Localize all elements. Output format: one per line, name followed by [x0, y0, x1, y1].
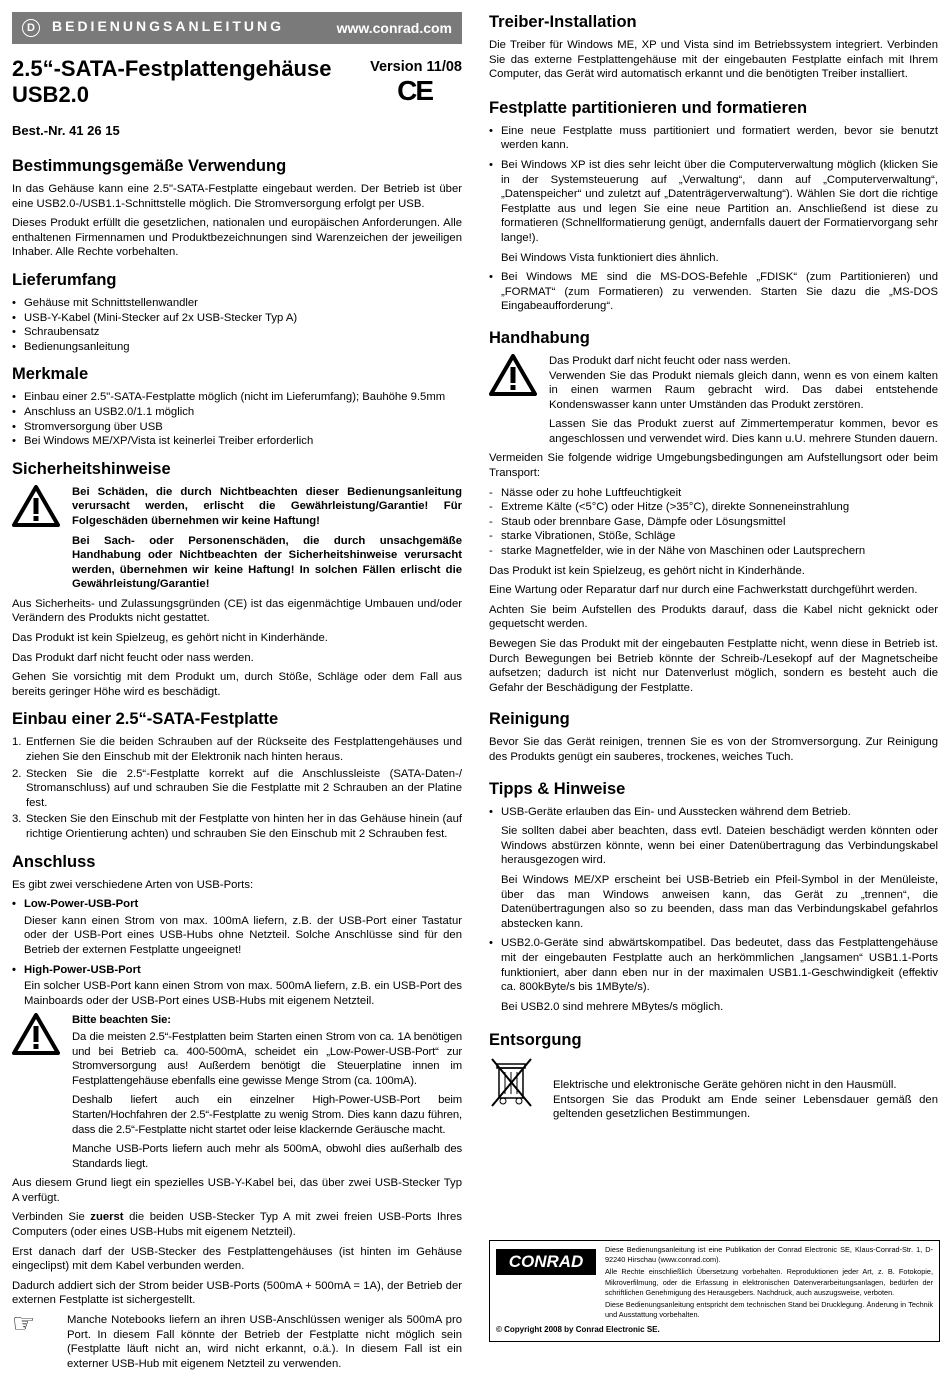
step-item	[12, 767, 462, 811]
language-circle: D	[22, 19, 40, 37]
heading-reinigung: Reinigung	[489, 710, 570, 729]
warning-triangle-icon	[12, 1013, 62, 1176]
handling-warning	[489, 354, 938, 452]
heading-partition: Festplatte partitionieren und formatieren	[489, 98, 808, 117]
list-item: - starke Magnetfelder, wie in der Nähe von Maschinen oder Lautsprechern	[489, 544, 938, 559]
paragraph: Ein solcher USB-Port kann einen Strom von max. 500mA liefern, z.B. ein USB-Port des Mainboards oder der USB-Port eines USB-Hubs mit eigenem Netzteil.	[24, 980, 462, 1007]
list-text: Bei Windows Vista funktioniert dies ähnlich.	[501, 251, 719, 264]
banner-url[interactable]: www.conrad.com	[336, 19, 452, 36]
list-item: • High-Power-USB-Port	[12, 963, 462, 978]
disposal-block	[489, 1056, 938, 1127]
einbau-steps	[12, 735, 462, 841]
text-span: Verbinden Sie	[12, 1211, 91, 1224]
step-item	[12, 812, 462, 841]
list-item	[489, 270, 938, 314]
paragraph: Da die meisten 2.5“-Festplatten beim Starten einen Strom von ca. 1A benötigen und bei Betrieb ca. 400-500mA, scheidet ein „Low-Power-USB-Port“ zur Stromversorgung aus! Außerdem benötigt die Steuerplatine innen im Festplattengehäuse ebenfalls eine gewisse Menge Strom (ca. 100mA).	[72, 1030, 462, 1087]
paragraph: Lassen Sie das Produkt zuerst auf Zimmertemperatur kommen, bevor es angeschlossen und verwendet wird. Dies kann u.U. mehrere Stunden dauern.	[549, 418, 938, 445]
paragraph: Dadurch addiert sich der Strom beider USB-Ports (500mA + 500mA = 1A), der Betrieb der externen Festplatte ist sichergestellt.	[12, 1279, 462, 1307]
list-text: • Eine neue Festplatte muss partitioniert und formatiert werden, bevor sie benutzt werden kann.	[501, 124, 938, 152]
step-number: 3.	[12, 813, 22, 826]
paragraph: Das Produkt darf nicht feucht oder nass werden.	[549, 354, 791, 367]
list-item: • USB-Y-Kabel (Mini-Stecker auf 2x USB-Stecker Typ A)	[12, 311, 462, 326]
copyright: © Copyright 2008 by Conrad Electronic SE.	[496, 1325, 660, 1335]
paragraph: Bewegen Sie das Produkt mit der eingebauten Festplatte nicht, wenn diese in Betrieb ist. Durch Bewegungen bei Betrieb könnte der Schreib-/Lesekopf auf der Magnetscheibe aufsetzen; dadurch ist nicht nur Datenverlust möglich, sondern es besteht auch die Gefahr der Beschädigung der Festplatte.	[489, 638, 938, 694]
paragraph: Dieses Produkt erfüllt die gesetzlichen, nationalen und europäischen Anforderungen. Alle enthaltenen Firmennamen und Produktbezeichnungen sind Warenzeichen der jeweiligen Inhaber. Alle Rechte vorbehalten.	[12, 217, 462, 259]
title-line-1: 2.5“-SATA-Festplattengehäuse	[12, 56, 332, 81]
list-item	[489, 936, 938, 1014]
warning-text: Bei Sach- oder Personenschäden, die durch unsachgemäße Handhabung oder Nichtbeachten der Sicherheitshinweise verursacht werden, übernehmen wir keine Haftung! In solchen Fällen erlischt die Gewährleistung/Garantie!	[72, 534, 462, 591]
list-item: • Einbau einer 2.5"-SATA-Festplatte möglich (nicht im Lieferumfang); Bauhöhe 9.5mm	[12, 390, 462, 405]
title-line-2: USB2.0	[12, 82, 90, 107]
paragraph: Vermeiden Sie folgende widrige Umgebungsbedingungen am Aufstellungsort oder beim Transport:	[489, 452, 938, 480]
text-span: die beiden USB-Stecker Typ A mit zwei freien USB-Ports Ihres Computers (oder eines USB-Hubs mit eigenem Netzteil).	[12, 1211, 462, 1239]
list-item: • Bei Windows ME/XP/Vista ist keinerlei Treiber erforderlich	[12, 434, 462, 449]
paragraph: Eine Wartung oder Reparatur darf nur durch eine Fachwerkstatt durchgeführt werden.	[489, 584, 918, 597]
heading-entsorgung: Entsorgung	[489, 1031, 582, 1050]
heading-treiber: Treiber-Installation	[489, 13, 637, 31]
heading-bestimmung: Bestimmungsgemäße Verwendung	[12, 157, 287, 175]
port-list	[12, 963, 462, 978]
paragraph: Elektrische und elektronische Geräte gehören nicht in den Hausmüll.	[553, 1079, 897, 1092]
paragraph: Achten Sie beim Aufstellen des Produkts darauf, dass die Kabel nicht geknickt oder gequetscht werden.	[489, 603, 938, 631]
list-item	[489, 805, 938, 932]
conrad-logo: CONRAD	[496, 1249, 596, 1275]
list-text: • Bei Windows ME sind die MS-DOS-Befehle „FDISK“ (zum Partitionieren) und „FORMAT“ (zum Formatieren) zu verwenden. Starten Sie dazu die „MS-DOS Eingabeaufforderung“.	[501, 271, 938, 313]
step-text: Stecken Sie die 2.5“-Festplatte korrekt auf die Anschlussleiste (SATA-Daten-/ Stromanschluss) auf und schrauben Sie die Festplatte mit 2 Schrauben an der Platine fest.	[26, 767, 462, 809]
list-text: • USB-Geräte erlauben das Ein- und Ausstecken während dem Betrieb.	[501, 805, 851, 818]
list-item: • Bedienungsanleitung	[12, 340, 462, 355]
title-block	[12, 56, 462, 146]
heading-sicherheit: Sicherheitshinweise	[12, 459, 171, 478]
right-column	[489, 12, 938, 1127]
heading-handhabung: Handhabung	[489, 328, 590, 347]
warning-triangle-icon	[12, 485, 62, 597]
heading-anschluss: Anschluss	[12, 852, 96, 871]
order-number: Best.-Nr. 41 26 15	[12, 123, 120, 138]
paragraph: Manche Notebooks liefern an ihren USB-Anschlüssen weniger als 500mA pro Port. In diesem Fall könnte der Betrieb der Festplatte nicht möglich sein (Festplatte läuft nicht an, wird nicht erkannt, o.ä.). In diesem Fall ist ein externer USB-Hub mit eigenem Netzteil zu verwenden.	[67, 1314, 462, 1370]
crossed-bin-icon	[489, 1056, 539, 1127]
pointing-hand-icon: ☞	[12, 1308, 36, 1339]
imprint-paragraph: Diese Bedienungsanleitung entspricht dem technischen Stand bei Drucklegung. Änderung in Technik und Ausstattung vorbehalten.	[605, 1300, 933, 1320]
list-item: • Stromversorgung über USB	[12, 420, 462, 435]
paragraph: Entsorgen Sie das Produkt am Ende seiner Lebensdauer gemäß den geltenden gesetzlichen Bestimmungen.	[553, 1093, 938, 1121]
paragraph: Das Produkt ist kein Spielzeug, es gehört nicht in Kinderhände.	[489, 564, 805, 577]
heading-lieferumfang: Lieferumfang	[12, 270, 117, 289]
port-list	[12, 897, 462, 912]
imprint-paragraph: Diese Bedienungsanleitung ist eine Publikation der Conrad Electronic SE, Klaus-Conrad-Str. 1, D-92240 Hirschau (www.conrad.com).	[605, 1245, 933, 1265]
text-span-bold: zuerst	[90, 1211, 124, 1224]
step-text: Entfernen Sie die beiden Schrauben auf der Rückseite des Festplattengehäuses und ziehen Sie den Einschub mit der Elektronik nach hinten heraus.	[26, 736, 462, 764]
list-item: • Anschluss an USB2.0/1.1 möglich	[12, 405, 462, 420]
list-item	[489, 158, 938, 265]
tipps-list	[489, 805, 938, 1015]
heading-merkmale: Merkmale	[12, 365, 89, 384]
header-banner	[12, 12, 462, 44]
imprint-text	[605, 1245, 933, 1322]
note-warning	[12, 1013, 462, 1176]
paragraph: Das Produkt ist kein Spielzeug, es gehört nicht in Kinderhände.	[12, 632, 328, 645]
banner-label: BEDIENUNGSANLEITUNG	[52, 18, 285, 34]
paragraph: Die Treiber für Windows ME, XP und Vista sind im Betriebssystem integriert. Verbinden Sie das externe Festplattengehäuse mit der eingebauten Festplatte einfach mit Ihrem Computer, das Gerät wird automatisch erkannt und die benötigten Treiber installiert.	[489, 39, 938, 81]
conditions-list	[489, 486, 938, 559]
ce-mark: CE	[397, 75, 432, 106]
list-item: - Staub oder brennbare Gase, Dämpfe oder Lösungsmittel	[489, 515, 938, 530]
list-item: - starke Vibrationen, Stöße, Schläge	[489, 529, 938, 544]
paragraph: Dieser kann einen Strom von max. 100mA liefern, z.B. der USB-Port einer Tastatur oder der USB-Port eines USB-Hubs ohne Netzteil. Solche Anschlüsse sind für den Betrieb der externen Festplatte ungeeignet!	[24, 914, 462, 956]
list-text: Bei Windows ME/XP erscheint bei USB-Betrieb ein Pfeil-Symbol in der Menüleiste, über das man Windows anweisen kann, das Gerät zu „trennen“, die Datenübertragungen also so zu beenden, dass man das Verbindungskabel gefahrlos abstecken kann.	[501, 873, 938, 930]
paragraph: Aus diesem Grund liegt ein spezielles USB-Y-Kabel bei, das über zwei USB-Stecker Typ A verfügt.	[12, 1177, 462, 1204]
paragraph: Manche USB-Ports liefern auch mehr als 500mA, obwohl dies außerhalb des Standards liegt.	[72, 1143, 462, 1170]
document-title	[12, 56, 342, 108]
step-item	[12, 735, 462, 764]
note-title: Bitte beachten Sie:	[72, 1014, 171, 1027]
paragraph: Erst danach darf der USB-Stecker des Festplattengehäuses (ist hinten im Gehäuse eingeclipst) mit dem Kabel verbunden werden.	[12, 1245, 462, 1273]
warning-triangle-icon	[489, 354, 539, 452]
paragraph: Das Produkt darf nicht feucht oder nass werden.	[12, 651, 254, 664]
safety-warning	[12, 485, 462, 597]
step-text: Stecken Sie den Einschub mit der Festplatte von hinten her in das Gehäuse hinein (auf richtige Orientierung achten) und schrauben Sie den Einschub mit 2 Schrauben fest.	[26, 813, 462, 840]
paragraph: Gehen Sie vorsichtig mit dem Produkt um, durch Stöße, Schläge oder dem Fall aus bereits geringer Höhe wird es beschädigt.	[12, 671, 462, 698]
heading-tipps: Tipps & Hinweise	[489, 779, 626, 798]
warning-text: Bei Schäden, die durch Nichtbeachten dieser Bedienungsanleitung verursacht werden, erlischt die Gewährleistung/Garantie! Für Folgeschäden übernehmen wir keine Haftung!	[72, 485, 462, 527]
paragraph: Verwenden Sie das Produkt niemals gleich dann, wenn es von einem kalten in einen warmen Raum gebracht wird. Das dabei entstehende Kondenswasser kann unter Umständen das Produkt zerstören.	[549, 369, 938, 411]
list-text: • Bei Windows XP ist dies sehr leicht über die Computerverwaltung möglich (klicken Sie in der Systemsteuerung auf „Verwaltung“, dann auf „Computerverwaltung“, „Datenspeicher“ und zuletzt auf „Datenträgerverwaltung“). Wählen Sie dort die richtige Festplatte aus und legen Sie eine neue Partition an. Anschließend ist diese zu formatieren (Schnellformatierung genügt, andernfalls dauert der Formatiervorgang sehr lange!).	[501, 158, 938, 244]
paragraph: Deshalb liefert auch ein einzelner High-Power-USB-Port beim Starten/Hochfahren der 2.5“-Festplatte zu wenig Strom. Dies kann dazu führen, dass die 2.5“-Festplatte nicht startet oder leise klackernde Geräusche macht.	[72, 1094, 462, 1136]
list-item: - Extreme Kälte (<5°C) oder Hitze (>35°C), direkte Sonneneinstrahlung	[489, 500, 938, 515]
imprint-box	[489, 1240, 940, 1342]
list-text: • USB2.0-Geräte sind abwärtskompatibel. Das bedeutet, dass das Festplattengehäuse mit der eingebauten Festplatte auch an herkömmlichen „langsamen“ USB1.1-Ports funktioniert, aber dann eben nur in der maximalen USB1.1-Geschwindigkeit (effektiv ca. 800kByte/s bis 1MByte/s).	[501, 937, 938, 994]
left-column	[12, 12, 462, 1376]
paragraph	[12, 1210, 462, 1239]
paragraph: Bevor Sie das Gerät reinigen, trennen Sie es von der Stromversorgung. Zur Reinigung des Produkts genügt ein sauberes, trockenes, weiches Tuch.	[489, 736, 938, 763]
paragraph: In das Gehäuse kann eine 2.5"-SATA-Festplatte eingebaut werden. Der Betrieb ist über eine USB2.0-/USB1.1-Schnittstelle möglich. Die Stromversorgung erfolgt per USB.	[12, 183, 462, 210]
list-item: • Gehäuse mit Schnittstellenwandler	[12, 296, 462, 311]
partition-list	[489, 124, 938, 314]
list-item: • Schraubensatz	[12, 325, 462, 340]
paragraph: Aus Sicherheits- und Zulassungsgründen (CE) ist das eigenmächtige Umbauen und/oder Verändern des Produkts nicht gestattet.	[12, 597, 462, 625]
hand-note	[12, 1308, 462, 1376]
step-number: 1.	[12, 736, 22, 749]
list-text: Bei USB2.0 sind mehrere MBytes/s möglich.	[501, 1000, 724, 1013]
imprint-paragraph: Alle Rechte einschließlich Übersetzung vorbehalten. Reproduktionen jeder Art, z. B. Fotokopie, Mikroverfilmung, oder die Erfassung in elektronischen Datenverarbeitungsanlagen, bedürfen der schriftlichen Genehmigung des Herausgebers. Nachdruck, auch auszugsweise, verboten.	[605, 1267, 933, 1297]
merkmale-list	[12, 390, 462, 448]
version-label: Version 11/08	[370, 59, 462, 75]
list-item	[489, 124, 938, 153]
lieferumfang-list	[12, 296, 462, 354]
step-number: 2.	[12, 767, 22, 780]
heading-einbau: Einbau einer 2.5“-SATA-Festplatte	[12, 710, 279, 729]
list-item: - Nässe oder zu hohe Luftfeuchtigkeit	[489, 486, 938, 501]
paragraph: Es gibt zwei verschiedene Arten von USB-Ports:	[12, 878, 254, 891]
list-item: • Low-Power-USB-Port	[12, 897, 462, 912]
list-text: Sie sollten dabei aber beachten, dass evtl. Dateien beschädigt werden könnten oder Windows abstürzen könnte, wenn bei einer Datenübertragung das Verbindungskabel herausgezogen wird.	[501, 825, 938, 867]
